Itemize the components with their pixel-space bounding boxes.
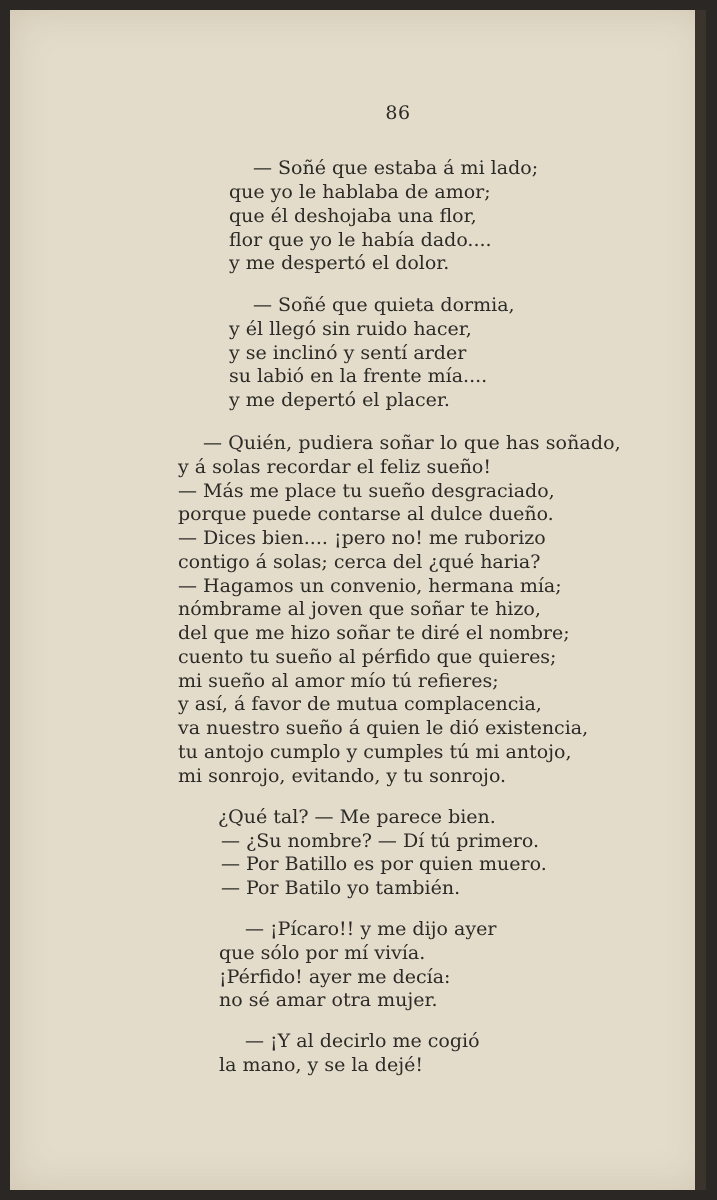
poem-line: y así, á favor de mutua complacencia, — [178, 693, 542, 715]
poem-line: — ¿Su nombre? — Dí tú primero. — [221, 830, 540, 852]
poem-line: y me depertó el placer. — [229, 389, 450, 411]
poem-line: — Por Batillo es por quien muero. — [221, 853, 547, 875]
poem-line: ¿Qué tal? — Me parece bien. — [218, 806, 496, 828]
poem-line: — Más me place tu sueño desgraciado, — [178, 480, 555, 502]
poem-line: — ¡Pícaro!! y me dijo ayer — [245, 918, 497, 940]
poem-line: — Quién, pudiera soñar lo que has soñado, — [203, 432, 621, 454]
page-binding-edge — [695, 10, 706, 1190]
poem-line: cuento tu sueño al pérfido que quieres; — [178, 646, 557, 668]
poem-line: — Soñé que estaba á mi lado; — [253, 157, 539, 179]
poem-line: — ¡Y al decirlo me cogió — [245, 1030, 480, 1052]
book-page — [10, 10, 706, 1190]
poem-line: — Por Batilo yo también. — [221, 877, 461, 899]
poem-line: y me despertó el dolor. — [229, 252, 450, 274]
poem-line: que sólo por mí vivía. — [219, 942, 426, 964]
poem-line: ¡Pérfido! ayer me decía: — [219, 966, 451, 988]
poem-line: y él llegó sin ruido hacer, — [229, 318, 472, 340]
poem-line: y á solas recordar el feliz sueño! — [178, 456, 492, 478]
poem-line: que él deshojaba una flor, — [229, 205, 477, 227]
poem-line: — Soñé que quieta dormia, — [253, 294, 515, 316]
poem-line: — Hagamos un convenio, hermana mía; — [178, 575, 562, 597]
poem-line: la mano, y se la dejé! — [219, 1054, 423, 1076]
poem-line: porque puede contarse al dulce dueño. — [178, 503, 554, 525]
poem-line: flor que yo le había dado.... — [229, 229, 492, 251]
poem-line: no sé amar otra mujer. — [219, 989, 438, 1011]
poem-line: que yo le hablaba de amor; — [229, 181, 491, 203]
poem-line: y se inclinó y sentí arder — [229, 342, 467, 364]
poem-line: contigo á solas; cerca del ¿qué haria? — [178, 551, 541, 573]
poem-line: mi sonrojo, evitando, y tu sonrojo. — [178, 765, 507, 787]
poem-line: va nuestro sueño á quien le dió existencia, — [178, 717, 589, 739]
poem-line: mi sueño al amor mío tú refieres; — [178, 670, 499, 692]
poem-line: del que me hizo soñar te diré el nombre; — [178, 622, 570, 644]
poem-line: su labió en la frente mía.... — [229, 365, 488, 387]
poem-line: tu antojo cumplo y cumples tú mi antojo, — [178, 741, 572, 763]
poem-line: nómbrame al joven que soñar te hizo, — [178, 598, 541, 620]
page-number: 86 — [385, 102, 411, 124]
poem-line: — Dices bien.... ¡pero no! me ruborizo — [178, 527, 546, 549]
